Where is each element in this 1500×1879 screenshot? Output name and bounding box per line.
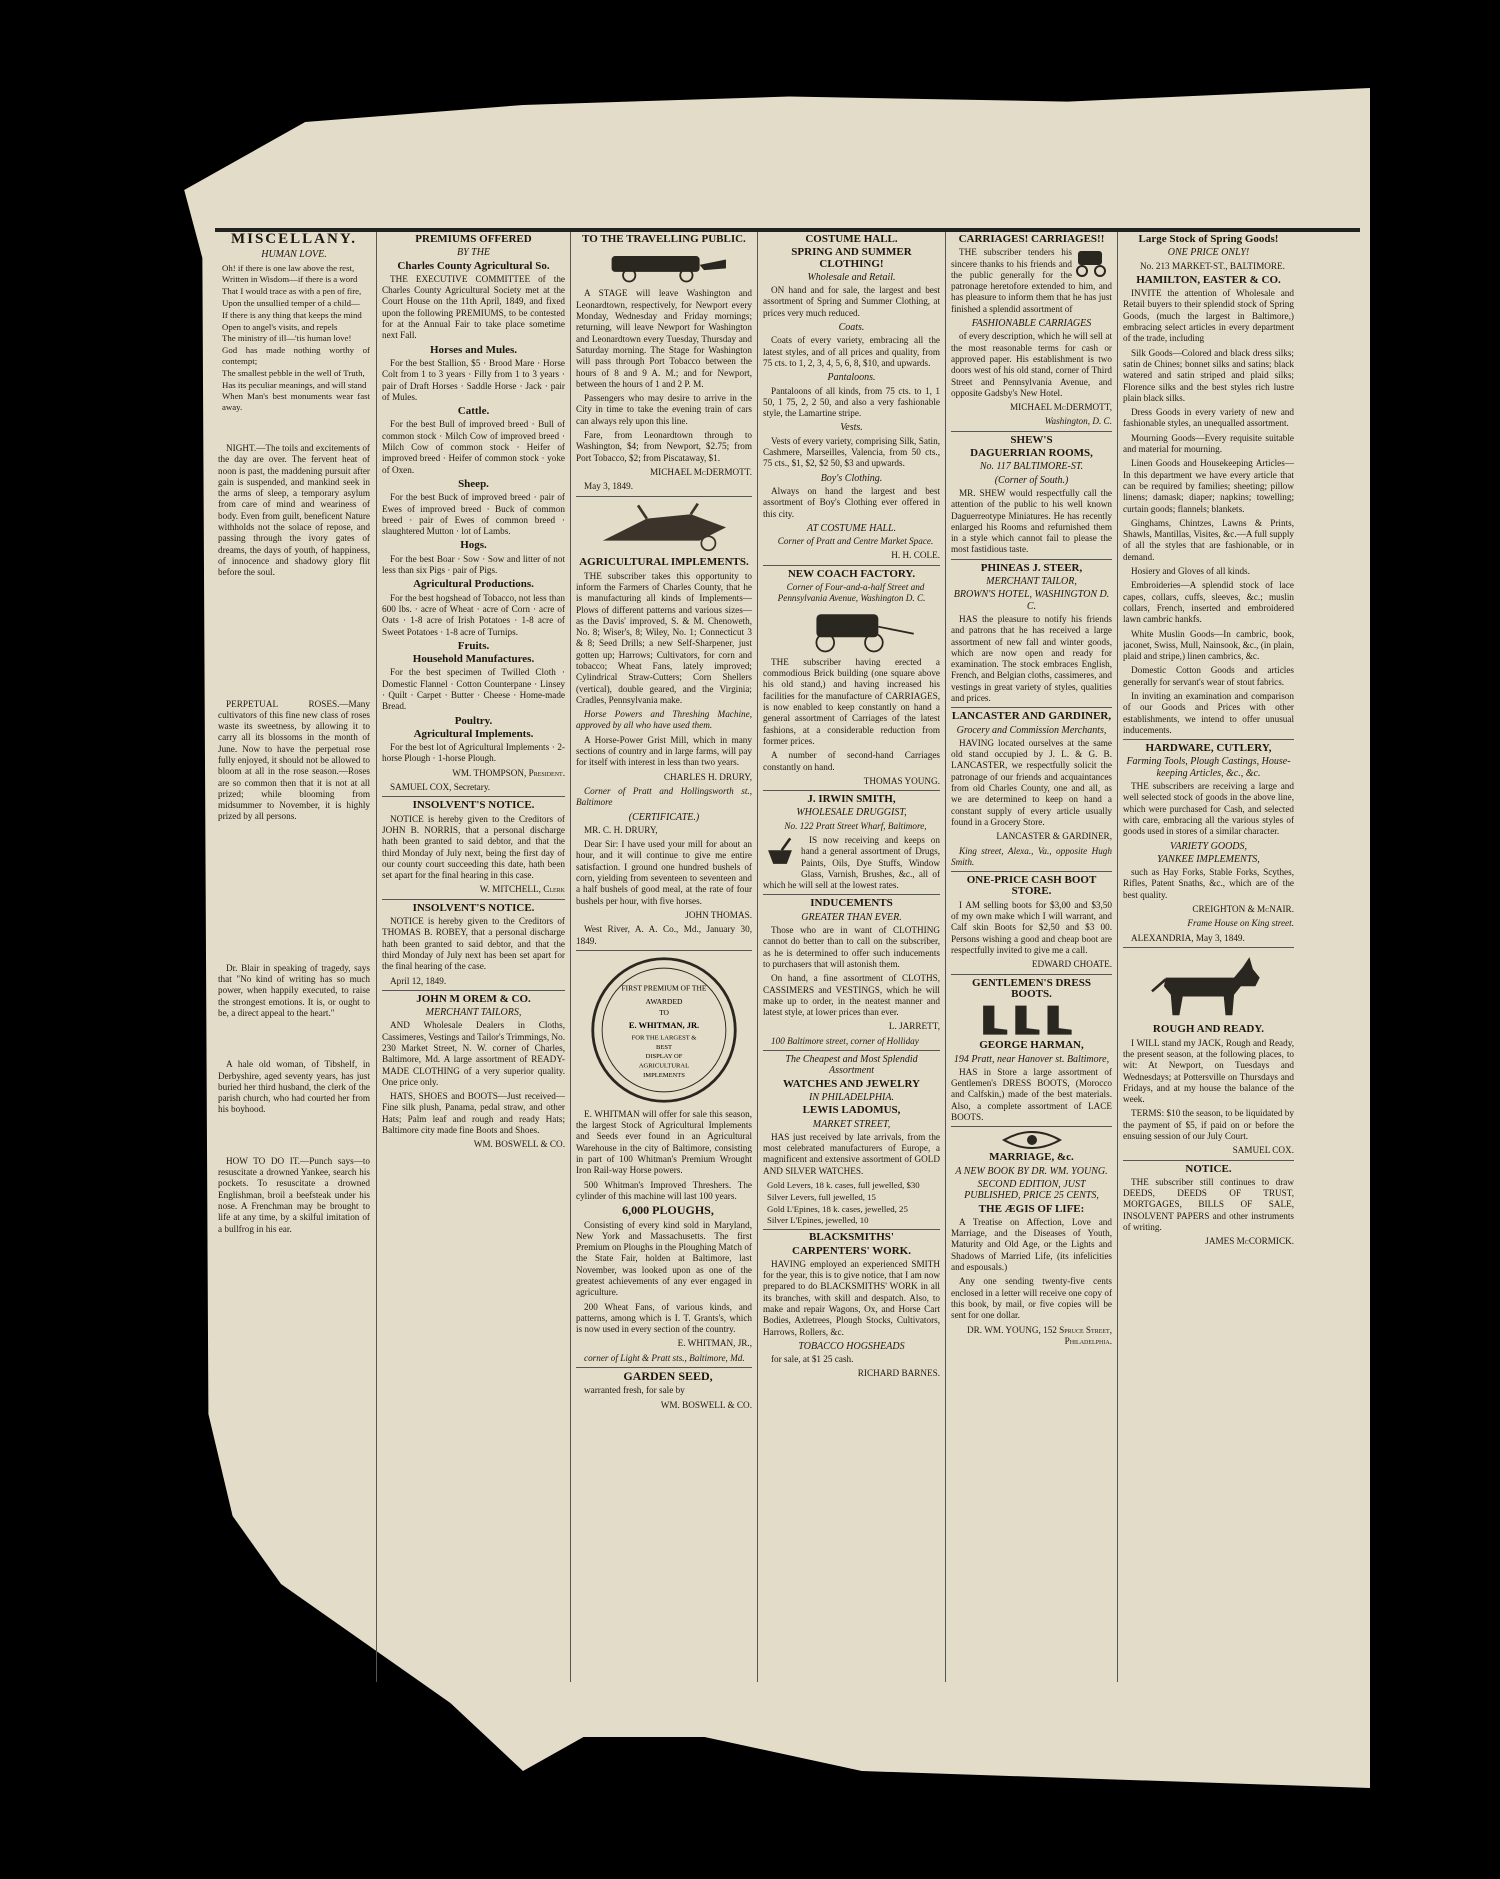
smith-sub: WHOLESALE DRUGGIST,: [796, 807, 907, 819]
drury-address: Corner of Pratt and Hollingsworth st., Baltimore: [576, 785, 752, 808]
young-signature: DR. WM. YOUNG, 152 Spruce Street, Philadelphia.: [967, 1324, 1112, 1346]
ladomus-street: MARKET STREET,: [812, 1118, 891, 1130]
watches-text: HAS just received by late arrivals, from the most celebrated manufacturers of Europe, a magnificent and extensive assortment of GOLD AND SILVER WATCHES.: [763, 1131, 940, 1176]
column-heading: MISCELLANY.: [230, 232, 358, 247]
column-costume-hall: [763, 232, 940, 1652]
inducements-text: Those who are in want of CLOTHING cannot do better than to call on the subscriber, as he is determined to offer such inducements to purchasers that will astonish them.: [763, 925, 940, 969]
costume-hall-sub: SPRING AND SUMMER CLOTHING!: [791, 246, 912, 270]
coach-factory-address: Corner of Four-and-a-half Street and Pennsylvania Avenue, Washington D. C.: [777, 582, 926, 604]
carriage-illustration: [781, 609, 923, 653]
poem-title: HUMAN LOVE.: [261, 249, 327, 261]
jarrett-signature: L. JARRETT,: [888, 1021, 940, 1032]
coats-text: Coats of every variety, embracing all the latest styles, and of all prices and quality, from 75 cts. to 1, 2, 3, 4, 5, 6, 8, $10, and upwards.: [763, 335, 940, 368]
drury-signature: CHARLES H. DRURY,: [663, 771, 752, 782]
grist-mill-text: A Horse-Power Grist Mill, which in many sections of country and in large farms, will pay for itself with interest in less than two years.: [576, 734, 752, 768]
premium-medal-illustration: [589, 955, 739, 1105]
boys-clothing-text: Always on hand the largest and best assortment of Boy's Clothing ever offered in this city.: [763, 485, 940, 519]
carriages-text: THE subscriber tenders his sincere thanks to his friends and the public generally for the patronage heretofore extended to him, and has pleasure to inform them that he has just finished a splendid assortment of: [951, 247, 1112, 314]
hamilton-easter-heading: HAMILTON, EASTER & CO.: [1136, 273, 1281, 286]
section-hogs: Hogs.: [460, 539, 487, 552]
agricultural-implements-heading: AGRICULTURAL IMPLEMENTS.: [579, 556, 749, 569]
harman-text: HAS in Store a large assortment of Gentlemen's DRESS BOOTS, (Morocco and Calfskin,) made of the best materials. Also, a complete assortment of LACE BOOTS.: [951, 1067, 1112, 1127]
poem-line: Written in Wisdom—if there is a word: [222, 274, 358, 285]
costume-address: AT COSTUME HALL.: [806, 522, 897, 534]
section-sheep: Sheep.: [458, 477, 489, 490]
costume-hall-heading: COSTUME HALL.: [805, 233, 898, 245]
eye-icon: [1002, 1130, 1062, 1150]
inducements-sub: GREATER THAN EVER.: [801, 911, 902, 923]
article-how-to-do-it: HOW TO DO IT.—Punch says—to resuscitate a drowned Yankee, search his pockets. To resuscitate a drowned Englishman, broil a beefsteak under his nose. A Frenchman may be brought to life at any time, by a skilful imitation of a bullfrog in his ear.: [218, 1155, 370, 1234]
section-cattle-items: For the best Bull of improved breed · Bull of common stock · Milch Cow of improved breed · Milch Cow of common stock · Heifer of improved breed · Heifer of common stock · yoke of Oxen.: [382, 419, 565, 475]
garden-seed-heading: GARDEN SEED,: [623, 1369, 713, 1384]
clerk-signature: W. MITCHELL, Clerk: [382, 884, 565, 899]
column-rule: [945, 232, 946, 1682]
whitman-address: corner of Light & Pratt sts., Baltimore, Md.: [576, 1353, 752, 1368]
silk-goods: Silk Goods—Colored and black dress silks; satin de Chines; bonnet silks and satins; black watered and satin striped and plaid silks; Florence silks and the best styles rich lustre plain black silks.: [1123, 347, 1294, 403]
carpenters-heading: CARPENTERS' WORK.: [792, 1244, 911, 1257]
section-sheep-items: For the best Buck of improved breed · pair of Ewes of improved breed · Buck of common breed · pair of Ewes of common breed · slaughtered Mutton · lot of Lambs.: [382, 492, 565, 537]
watches-heading: The Cheapest and Most Splendid Assortment: [785, 1054, 918, 1077]
poem-line: Has its peculiar meanings, and will stand: [222, 379, 367, 390]
embroideries: Embroideries—A splendid stock of lace capes, collars, cuffs, sleeves, &c.; muslin collars, French, inserted and embroidered lawn cambric hankfs.: [1123, 580, 1294, 625]
shew-heading: SHEW'S: [1010, 433, 1053, 446]
fashionable-carriages: FASHIONABLE CARRIAGES: [971, 318, 1092, 330]
young-signature: THOMAS YOUNG.: [763, 776, 940, 791]
president-signature: WM. THOMPSON, President.: [452, 767, 565, 778]
creighton-address: Frame House on King street.: [1187, 918, 1294, 929]
section-productions-items: For the best hogshead of Tobacco, not less than 600 lbs. · acre of Wheat · acre of Corn · acre of Oats · 1-8 acre of Irish Potatoes · 1-8 acre of Sweet Potatoes · 1-8 acre of Turnips.: [382, 592, 565, 637]
tobacco-hogsheads-heading: TOBACCO HOGSHEADS: [798, 1340, 905, 1352]
white-muslin: White Muslin Goods—In cambric, book, jaconet, Swiss, Mull, Nainsook, &c., (in plain, plaid and stripe,) linen cambrics, &c.: [1123, 628, 1294, 662]
vests-text: Vests of every variety, comprising Silk, Satin, Cashmere, Marseilles, Valencia, from 50 cts., 75 cts., $1, $2, $2 50, $3 and upwards.: [763, 435, 940, 469]
creighton-signature: CREIGHTON & McNAIR.: [1192, 904, 1294, 915]
notice-text: THE subscriber still continues to draw DEEDS, DEEDS OF TRUST, MORTGAGES, BILLS OF SALE, INSOLVENT PAPERS and other instruments of writing.: [1123, 1176, 1294, 1233]
mcdermott-address: Washington, D. C.: [951, 416, 1112, 431]
column-rule: [1117, 232, 1118, 1682]
dress-boots-heading: GENTLEMEN'S DRESS BOOTS.: [972, 976, 1091, 1000]
smith-text: IS now receiving and keeps on hand a general assortment of Drugs, Paints, Oils, Dye Stuffs, Window Glass, Varnish, Brushes, &c., all of which he will sell at the lowest rates.: [763, 835, 940, 895]
marriage-text: A Treatise on Affection, Love and Marriage, and the Diseases of Youth, Maturity and Old Age, or the Lights and Shadows of Married Life, (its infelicities and espousals.): [951, 1216, 1112, 1273]
ploughs-heading: 6,000 PLOUGHS,: [622, 1203, 714, 1218]
column-rule: [570, 232, 571, 1682]
hats-ad-text: HATS, SHOES and BOOTS—Just received— Fine silk plush, Panama, pedal straw, and other Hats; Palm leaf and rough and ready Hats; Baltimore city made fine Boots and Shoes.: [382, 1091, 565, 1136]
boots-illustration: [967, 1004, 1096, 1036]
column-travelling: [576, 232, 752, 1637]
notice-date: April 12, 1849.: [382, 976, 565, 991]
daguerrian-rooms: DAGUERRIAN ROOMS,: [970, 447, 1093, 460]
marriage-text-2: Any one sending twenty-five cents enclosed in a letter will receive one copy of this book, by mail, or five copies will be sent for one dollar.: [951, 1276, 1112, 1321]
stage-text: A STAGE will leave Washington and Leonardtown, respectively, for Newport every Monday, Wednesday and Friday mornings; returning, will leave Newport for Washington and Leonardtown every Tuesday, Thursday and Saturday morning. The Stage for Washington will pass through Port Tobacco between the hours of 8 and 9 A. M.; and for Newport, between the hours of 1 and 2 P. M.: [576, 288, 752, 389]
insolvent-notice-heading: INSOLVENT'S NOTICE.: [412, 799, 535, 812]
section-horses: Horses and Mules.: [429, 343, 518, 356]
coach-factory-text-2: A number of second-hand Carriages constantly on hand.: [763, 750, 940, 772]
choate-signature: EDWARD CHOATE.: [951, 959, 1112, 974]
medal-text: DISPLAY OF: [645, 1052, 683, 1060]
section-fruits: Fruits.: [457, 639, 490, 652]
certificate-text: Dear Sir: I have used your mill for about an hour, and it will continue to give me entire satisfaction. I ground one hundred bushels of corn, yielding from seventeen to seventeen and a half bushels of good meal, at the rate of four bushels per hour, with five horses.: [576, 839, 752, 906]
blacksmiths-text: HAVING employed an experienced SMITH for the year, this is to give notice, that I am now prepared to do BLACKSMITHS' WORK in all its branches, with skill and despatch. Also, to make and repair Wagons, Ox, and Horse Cart Bodies, Axletrees, Plough Stocks, Cultivators, Harrows, Rollers, &c.: [763, 1258, 940, 1337]
marriage-sub: A NEW BOOK BY DR. WM. YOUNG.: [955, 1165, 1108, 1177]
carriage-icon: [1072, 247, 1112, 277]
coach-factory-text: THE subscriber having erected a commodious Brick building (one square above his old stand,) and having increased his facilities for the manufacture of CARRIAGES, is now enabled to keep constantly on hand a general assortment of Carriages of the latest fashions, at a considerable reduction from former prices.: [763, 656, 940, 746]
steer-sub: MERCHANT TAILOR,: [986, 576, 1077, 588]
medal-text: FIRST PREMIUM OF THE: [621, 983, 707, 993]
rough-and-ready-heading: ROUGH AND READY.: [1152, 1023, 1265, 1036]
boot-store-text: I AM selling boots for $3,00 and $3,50 of my own make which I will warrant, and Calf skin Boots for $2,50 and $3 00. Persons wishing a good and cheap boot are respectfully invited to give me a call.: [951, 899, 1112, 955]
hardware-text: THE subscribers are receiving a large and well selected stock of goods in the above line, which were purchased for Cash, and selected with care, embracing all the various styles of goods used in stores of a similar character.: [1123, 781, 1294, 837]
variety-goods: VARIETY GOODS,: [1169, 840, 1248, 852]
poem-line: When Man's best monuments wear fast away.: [222, 391, 370, 413]
section-poultry: Poultry.: [454, 714, 493, 727]
column-rule: [757, 232, 758, 1682]
article-night: NIGHT.—The toils and excitements of the day are over. The fervent heat of noon is past, the maddening pursuit after gain is suspended, and mankind seek in the arms of sleep, a temporary asylum from care of mind and weariness of body. Even from guilt, beneficent Nature withholds not the solace of repose, and passing through the ivory gates of dreams, the days of youth, of happiness, of innocence and shadowy glory flit before the soul.: [218, 442, 370, 578]
price-list-item: Gold L'Epines, 18 k. cases, jewelled, 25: [767, 1203, 908, 1214]
travelling-heading: TO THE TRAVELLING PUBLIC.: [582, 233, 746, 245]
smith-address: No. 122 Pratt Street Wharf, Baltimore,: [784, 820, 927, 831]
harman-address: 194 Pratt, near Hanover st. Baltimore,: [953, 1053, 1110, 1065]
stagecoach-illustration: [594, 249, 735, 284]
lancaster-heading: LANCASTER AND GARDINER,: [951, 710, 1112, 723]
rough-and-ready-terms: TERMS: $10 the season, to be liquidated by the payment of $5, if paid on or before the ensuing session of our July Court.: [1123, 1108, 1294, 1141]
lancaster-sub: Grocery and Commission Merchants,: [956, 724, 1107, 736]
steer-address: BROWN'S HOTEL, WASHINGTON D. C.: [953, 589, 1110, 612]
orem-ad-text: AND Wholesale Dealers in Cloths, Cassimeres, Vestings and Tailor's Trimmings, No. 230 Market Street, N. W. corner of Charles, Baltimore, Md. A large assortment of READY-MADE CLOTHING of a very superior quality. One price only.: [382, 1020, 565, 1087]
mcdermott-signature: MICHAEL McDERMOTT.: [650, 466, 752, 477]
pantaloons-heading: Pantaloons.: [827, 372, 876, 384]
medal-text: IMPLEMENTS: [643, 1071, 685, 1079]
column-carriages: [951, 232, 1112, 1632]
poem-line: Open to angel's visits, and repels: [222, 321, 338, 332]
medal-text: E. WHITMAN, JR.: [628, 1019, 700, 1030]
section-household: Household Manufactures.: [412, 653, 535, 666]
shew-text: MR. SHEW would respectfully call the attention of the public to his well known Daguerreotype Miniatures. He has recently enlarged his Rooms and refurnished them in a style which cannot fail to please the most fastidious taste.: [951, 488, 1112, 560]
inducements-heading: INDUCEMENTS: [810, 897, 893, 910]
price-list-item: Silver Levers, full jewelled, 15: [767, 1191, 876, 1202]
hamilton-closing: In inviting an examination and comparison of our Goods and Prices with other establishments, we intend to offer unusual inducements.: [1123, 691, 1294, 740]
whitman-signature: E. WHITMAN, JR.,: [677, 1338, 752, 1349]
shew-address: No. 117 BALTIMORE-ST.: [979, 461, 1084, 473]
carriages-text-2: of every description, which he will sell at the most reasonable terms for cash or approved paper. His establishment is two doors west of his old stand, corner of Third Street and Pennsylvania Avenue, and opposite Gadsby's New Hotel.: [951, 331, 1112, 398]
column-spring-goods: [1123, 232, 1294, 1632]
article-tragedy: Dr. Blair in speaking of tragedy, says that "No kind of writing has so much power, when happily executed, to raise the strongest emotions. It is, or ought to be, a direct appeal to the heart.": [218, 962, 370, 1018]
poem: [218, 263, 370, 413]
section-implements: Agricultural Implements.: [413, 727, 534, 740]
insolvent-notice-heading: INSOLVENT'S NOTICE.: [412, 901, 535, 914]
notice-heading: NOTICE.: [1185, 1162, 1232, 1175]
lancaster-signature: LANCASTER & GARDINER,: [996, 831, 1112, 842]
boswell-signature: WM. BOSWELL & CO.: [473, 1139, 565, 1150]
orem-sub: MERCHANT TAILORS,: [425, 1007, 522, 1019]
lancaster-text: HAVING located ourselves at the same old stand occupied by J. L. & G. B. LANCASTER, we respectfully solicit the patronage of our friends and acquaintances from old Charles County, one and all, as we are determined to keep on hand a constant supply of every article usually found in a Grocery Store.: [951, 737, 1112, 827]
secretary-signature: SAMUEL COX, Secretary.: [382, 782, 565, 797]
thomas-signature: JOHN THOMAS.: [685, 909, 752, 920]
ploughs-text: Consisting of every kind sold in Maryland, New York and Massachusetts. The first Premium on Ploughs in the Ploughing Match of the State Fair, holden at Baltimore, last November, was looked upon as one of the greatest achievements of any ever engaged in agriculture.: [576, 1219, 752, 1298]
mcdermott-signature: MICHAEL McDERMOTT,: [1010, 402, 1112, 413]
cole-signature: H. H. COLE.: [763, 550, 940, 565]
costume-text: ON hand and for sale, the largest and best assortment of Spring and Summer Clothing, at prices very much reduced.: [763, 285, 940, 318]
insolvent-notice-text: NOTICE is hereby given to the Creditors of THOMAS B. ROBEY, that a personal discharge hath been granted to said debtor, and that the third Monday of July next has been set apart for the final hearing of the case.: [382, 916, 565, 972]
poem-line: God has made nothing worthy of contempt;: [222, 345, 370, 366]
cox-signature: SAMUEL COX.: [1123, 1145, 1294, 1160]
pantaloons-text: Pantaloons of all kinds, from 75 cts. to 1, 1 50, 1 75, 2, 2 50, and also a very fashionable style, the Lamartine stripe.: [763, 385, 940, 419]
garden-seed-text: warranted fresh, for sale by: [584, 1385, 685, 1396]
rough-and-ready-text: I WILL stand my JACK, Rough and Ready, the present season, at the following places, to wit: At Newport, on Tuesdays and Wednesdays; at Pottersville on Thursdays and Fridays, and at my house the balance of the week.: [1123, 1037, 1294, 1105]
donkey-illustration: [1140, 952, 1277, 1020]
shew-corner: (Corner of South.): [994, 474, 1069, 486]
price-list-item: Gold Levers, 18 k. cases, full jewelled, $30: [767, 1180, 920, 1191]
ginghams: Ginghams, Chintzes, Lawns & Prints, Shawls, Mantillas, Visites, &c.—A full supply of all the styles that are fashionable, or in demand.: [1123, 517, 1294, 562]
inducements-text-2: On hand, a fine assortment of CLOTHS, CASSIMERS and VESTINGS, which he will make up to order, in the neatest manner and latest style, at lower prices than ever.: [763, 973, 940, 1018]
section-agricultural-productions: Agricultural Productions.: [413, 578, 534, 591]
ladomus-name: LEWIS LADOMUS,: [802, 1104, 901, 1117]
marriage-edition: SECOND EDITION, JUST PUBLISHED, PRICE 25 CENTS,: [964, 1178, 1099, 1202]
section-household-items: For the best specimen of Twilled Cloth · Domestic Flannel · Cotton Counterpane · Linsey · Quilt · Carpet · Butter · Cheese · Home-made Bread.: [382, 667, 565, 712]
orem-heading: JOHN M OREM & CO.: [416, 992, 531, 1005]
vests-heading: Vests.: [840, 422, 863, 434]
watches-heading-2: WATCHES AND JEWELRY: [783, 1077, 920, 1090]
marriage-heading: MARRIAGE, &c.: [989, 1151, 1074, 1164]
certificate-date: West River, A. A. Co., Md., January 30, 1849.: [576, 924, 752, 951]
costume-address-2: Corner of Pratt and Centre Market Space.: [777, 536, 934, 547]
barnes-signature: RICHARD BARNES.: [857, 1368, 940, 1379]
hardware-sub: Farming Tools, Plough Castings, House-keeping Articles, &c., &c.: [1126, 756, 1291, 779]
medal-text: AWARDED: [645, 996, 683, 1006]
tobacco-hogsheads-text: for sale, at $1 25 cash.: [771, 1354, 854, 1365]
yankee-implements: YANKEE IMPLEMENTS,: [1157, 853, 1260, 865]
one-price-only: ONE PRICE ONLY!: [1167, 247, 1250, 259]
steer-text: HAS the pleasure to notify his friends and patrons that he has received a large assortment of new fall and winter goods, which are now open and ready for examination. The stock embraces English, French, and Belgian cloths, cassimeres, and vestings in great variety of styles, qualities and prices.: [951, 614, 1112, 708]
medal-text: BEST: [655, 1043, 673, 1051]
mourning-goods: Mourning Goods—Every requisite suitable and material for mourning.: [1123, 432, 1294, 455]
society-name: Charles County Agricultural So.: [397, 259, 550, 272]
medal-text: AGRICULTURAL: [638, 1062, 690, 1070]
watches-city: IN PHILADELPHIA.: [809, 1091, 894, 1103]
poem-line: The ministry of ill—'tis human love!: [222, 333, 352, 344]
price-list-item: Silver L'Epines, jewelled, 10: [763, 1215, 940, 1230]
hardware-heading: HARDWARE, CUTLERY,: [1145, 742, 1272, 755]
boys-clothing-heading: Boy's Clothing.: [820, 472, 883, 484]
linen-goods: Linen Goods and Housekeeping Articles—In this department we have every article that can be required by families; sheeting; pillow linens; damask; diaper; napkins; towelling; curtain goods; flannels; blankets.: [1123, 458, 1294, 514]
jarrett-address: 100 Baltimore street, corner of Holliday: [763, 1036, 940, 1051]
whitman-text: E. WHITMAN will offer for sale this season, the largest Stock of Agricultural Implements and Seeds ever found in an Agricultural Warehouse in the city of Baltimore, consisting in part of 100 Whitman's Premium Wrought Iron Rail-way Horse powers.: [576, 1108, 752, 1176]
mccormick-signature: JAMES McCORMICK.: [1205, 1236, 1294, 1247]
aegis-of-life: THE ÆGIS OF LIFE:: [978, 1202, 1085, 1215]
stage-text-2: Passengers who may desire to arrive in the City in time to take the evening train of cars can always rely upon this line.: [576, 393, 752, 426]
stage-date: May 3, 1849.: [576, 481, 752, 496]
section-cattle: Cattle.: [457, 405, 490, 418]
section-horses-items: For the best Stallion, $5 · Brood Mare · Horse Colt from 1 to 3 years · Filly from 1 to 3 years · pair of Draft Horses · Saddle Horse · Jack · pair of Mules.: [382, 357, 565, 402]
threshers-text: 500 Whitman's Improved Threshers. The cylinder of this machine will last 100 years.: [576, 1179, 752, 1201]
section-hogs-items: For the best Boar · Sow · Sow and litter of not less than six Pigs · pair of Pigs.: [382, 553, 565, 576]
premiums-heading: PREMIUMS OFFERED: [415, 233, 532, 245]
poem-line: If there is any thing that keeps the mind: [222, 309, 362, 320]
hosiery: Hosiery and Gloves of all kinds.: [1131, 566, 1250, 577]
mortar-pestle-icon: [763, 835, 797, 869]
smith-heading: J. IRWIN SMITH,: [807, 793, 896, 806]
spring-goods-heading: Large Stock of Spring Goods!: [1138, 233, 1279, 245]
lancaster-address: King street, Alexa., Va., opposite Hugh Smith.: [951, 846, 1112, 873]
harman-name: GEORGE HARMAN,: [979, 1039, 1084, 1052]
column-premiums: [382, 232, 565, 1632]
wheat-fans-text: 200 Wheat Fans, of various kinds, and patterns, among which is I. T. Grants's, which is now used in every section of the country.: [576, 1301, 752, 1335]
premiums-sub: BY THE: [456, 247, 491, 259]
boswell-signature: WM. BOSWELL & CO.: [660, 1399, 752, 1410]
horse-power-text: Horse Powers and Threshing Machine, approved by all who have used them.: [576, 709, 752, 731]
costume-hall-sub2: Wholesale and Retail.: [807, 271, 896, 283]
premiums-intro: THE EXECUTIVE COMMITTEE of the Charles County Agricultural Society met at the Court House on the 11th April, 1849, and fixed upon the following PREMIUMS, to be contested for at the Annual Fair to take place sometime next Fall.: [382, 273, 565, 341]
hamilton-intro: INVITE the attention of Wholesale and Retail buyers to their splendid stock of Spring Goods, (much the largest in Baltimore,) embracing select articles in every department of the trade, including: [1123, 288, 1294, 344]
blacksmiths-heading: BLACKSMITHS': [809, 1231, 894, 1244]
plough-illustration: [594, 501, 735, 554]
poem-line: Oh! if there is one law above the rest,: [222, 262, 355, 273]
domestic-cotton: Domestic Cotton Goods and articles generally for servant's wear of stout fabrics.: [1123, 665, 1294, 687]
medal-text: FOR THE LARGEST &: [631, 1034, 697, 1042]
section-implements-items: For the best lot of Agricultural Implements · 2-horse Plough · 1-horse Plough.: [382, 742, 565, 764]
article-hale-old-woman: A hale old woman, of Tibshelf, in Derbyshire, aged seventy years, has just buried her third husband, the clerk of the parish church, who had courted her from his boyhood.: [218, 1059, 370, 1115]
dress-goods: Dress Goods in every variety of new and fashionable styles, an unequalled assortment.: [1123, 407, 1294, 429]
boot-store-heading: ONE-PRICE CASH BOOT STORE.: [966, 874, 1097, 898]
certificate-to: MR. C. H. DRURY,: [584, 824, 658, 835]
certificate-heading: (CERTIFICATE.): [628, 811, 700, 823]
market-street-address: No. 213 MARKET-ST., BALTIMORE.: [1140, 260, 1285, 271]
poem-line: Upon the unsullied temper of a child—: [222, 297, 360, 308]
poem-line: The smallest pebble in the well of Truth,: [222, 367, 365, 378]
hardware-text-2: such as Hay Forks, Stable Forks, Scythes, Rifles, Patent Snaths, &c., which are of the best quality.: [1123, 867, 1294, 900]
column-rule: [376, 232, 377, 1682]
article-perpetual-roses: PERPETUAL ROSES.—Many cultivators of this fine new class of roses waste its sweetness, by allowing it to carry all its blossoms in the month of June. Now to have the perpetual rose fully enjoyed, it should not be allowed to bloom at all in the rose season.—Roses are so common then that it is not at all prized; while blooming from midsummer to November, it is highly prized by all persons.: [218, 698, 370, 822]
stage-fares: Fare, from Leonardtown through to Washington, $4; from Newport, $2.75; from Port Tobacco, $2; from Piscataway, $1.: [576, 430, 752, 463]
creighton-date: ALEXANDRIA, May 3, 1849.: [1123, 933, 1294, 948]
coach-factory-heading: NEW COACH FACTORY.: [787, 567, 916, 580]
poem-line: That I would trace as with a pen of fire,: [222, 286, 362, 297]
steer-heading: PHINEAS J. STEER,: [980, 561, 1083, 574]
column-miscellany: [218, 232, 370, 1642]
carriages-heading: CARRIAGES! CARRIAGES!!: [958, 233, 1105, 245]
implements-text: THE subscriber takes this opportunity to inform the Farmers of Charles County, that he is manufacturing all kinds of Implements—Plows of different patterns and various sizes—as the Davis' improved, S. & M. Chenoweth, No. 8; Wiser's, 8; Wiley, No. 1; Connecticut 3 & 8; Seed Drills; a new Self-Sharpener, just gotten up; Harrows; Cultivators, for corn and tobacco; Wheat Fans, lately improved; Cylindrical Straw-Cutters; Corn Shellers (vertical), double geared, and the Virginia; Cradles, Pennsylvania make.: [576, 570, 752, 705]
insolvent-notice-text: NOTICE is hereby given to the Creditors of JOHN B. NORRIS, that a personal discharge hath been granted to said debtor, and that the third Monday of July next, being the first day of our county court succeeding this date, hath been set apart for the final hearing in this case.: [382, 813, 565, 881]
medal-text: TO: [659, 1007, 669, 1017]
coats-heading: Coats.: [838, 322, 865, 334]
